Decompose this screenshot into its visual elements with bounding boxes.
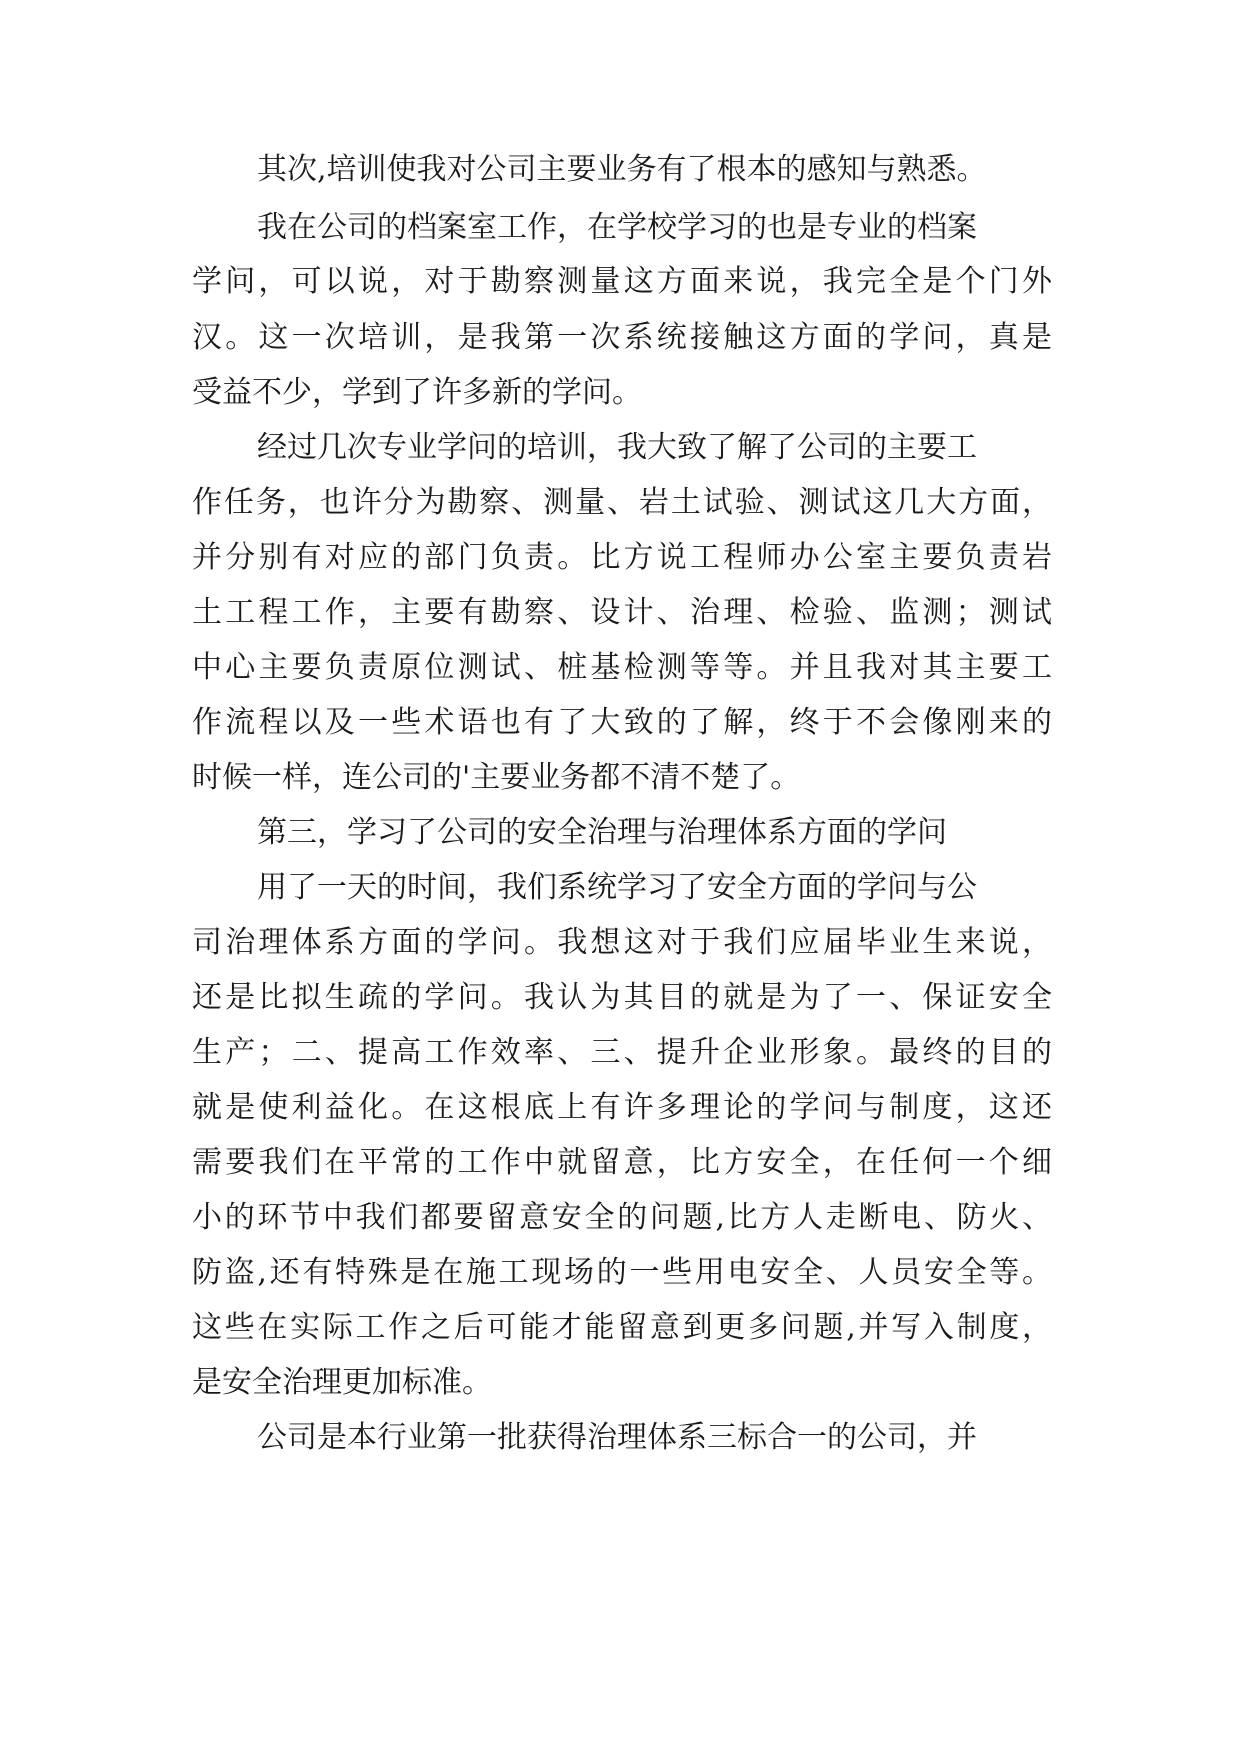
- paragraph-line: 经过几次专业学问的培训，我大致了解了公司的主要工: [257, 430, 977, 465]
- paragraph-line: 还是比拟生疏的学问。我认为其目的就是为了一、保证安全: [192, 980, 1052, 1015]
- paragraph-line: 用了一天的时间，我们系统学习了安全方面的学问与公: [257, 870, 977, 905]
- paragraph-line: 学问，可以说，对于勘察测量这方面来说，我完全是个门外: [192, 264, 1052, 299]
- paragraph-line: 生产；二、提高工作效率、三、提升企业形象。最终的目的: [192, 1035, 1052, 1070]
- paragraph-line: 作任务，也许分为勘察、测量、岩土试验、测试这几大方面，: [192, 485, 1052, 520]
- paragraph-line: 防盗,还有特殊是在施工现场的一些用电安全、人员安全等。: [192, 1255, 1052, 1290]
- paragraph-line: 是安全治理更加标准。: [192, 1365, 492, 1400]
- paragraph-line: 小的环节中我们都要留意安全的问题,比方人走断电、防火、: [192, 1200, 1052, 1235]
- paragraph-line: 中心主要负责原位测试、桩基检测等等。并且我对其主要工: [192, 650, 1052, 685]
- paragraph-line: 这些在实际工作之后可能才能留意到更多问题,并写入制度，: [192, 1310, 1052, 1345]
- paragraph-line: 就是使利益化。在这根底上有许多理论的学问与制度，这还: [192, 1090, 1052, 1125]
- paragraph-line: 司治理体系方面的学问。我想这对于我们应届毕业生来说，: [192, 925, 1052, 960]
- section-heading-line: 第三，学习了公司的安全治理与治理体系方面的学问: [257, 815, 947, 850]
- paragraph-line: 汉。这一次培训，是我第一次系统接触这方面的学问，真是: [192, 320, 1052, 355]
- paragraph-line: 其次,培训使我对公司主要业务有了根本的感知与熟悉。: [257, 152, 987, 187]
- paragraph-line: 受益不少，学到了许多新的学问。: [192, 375, 642, 410]
- paragraph-line: 并分别有对应的部门负责。比方说工程师办公室主要负责岩: [192, 540, 1052, 575]
- paragraph-line: 公司是本行业第一批获得治理体系三标合一的公司，并: [257, 1420, 977, 1455]
- paragraph-line: 我在公司的档案室工作，在学校学习的也是专业的档案: [257, 210, 977, 245]
- paragraph-line: 作流程以及一些术语也有了大致的了解，终于不会像刚来的: [192, 705, 1052, 740]
- paragraph-line: 时候一样，连公司的'主要业务都不清不楚了。: [192, 760, 801, 795]
- paragraph-line: 土工程工作，主要有勘察、设计、治理、检验、监测；测试: [192, 595, 1052, 630]
- paragraph-line: 需要我们在平常的工作中就留意，比方安全，在任何一个细: [192, 1145, 1052, 1180]
